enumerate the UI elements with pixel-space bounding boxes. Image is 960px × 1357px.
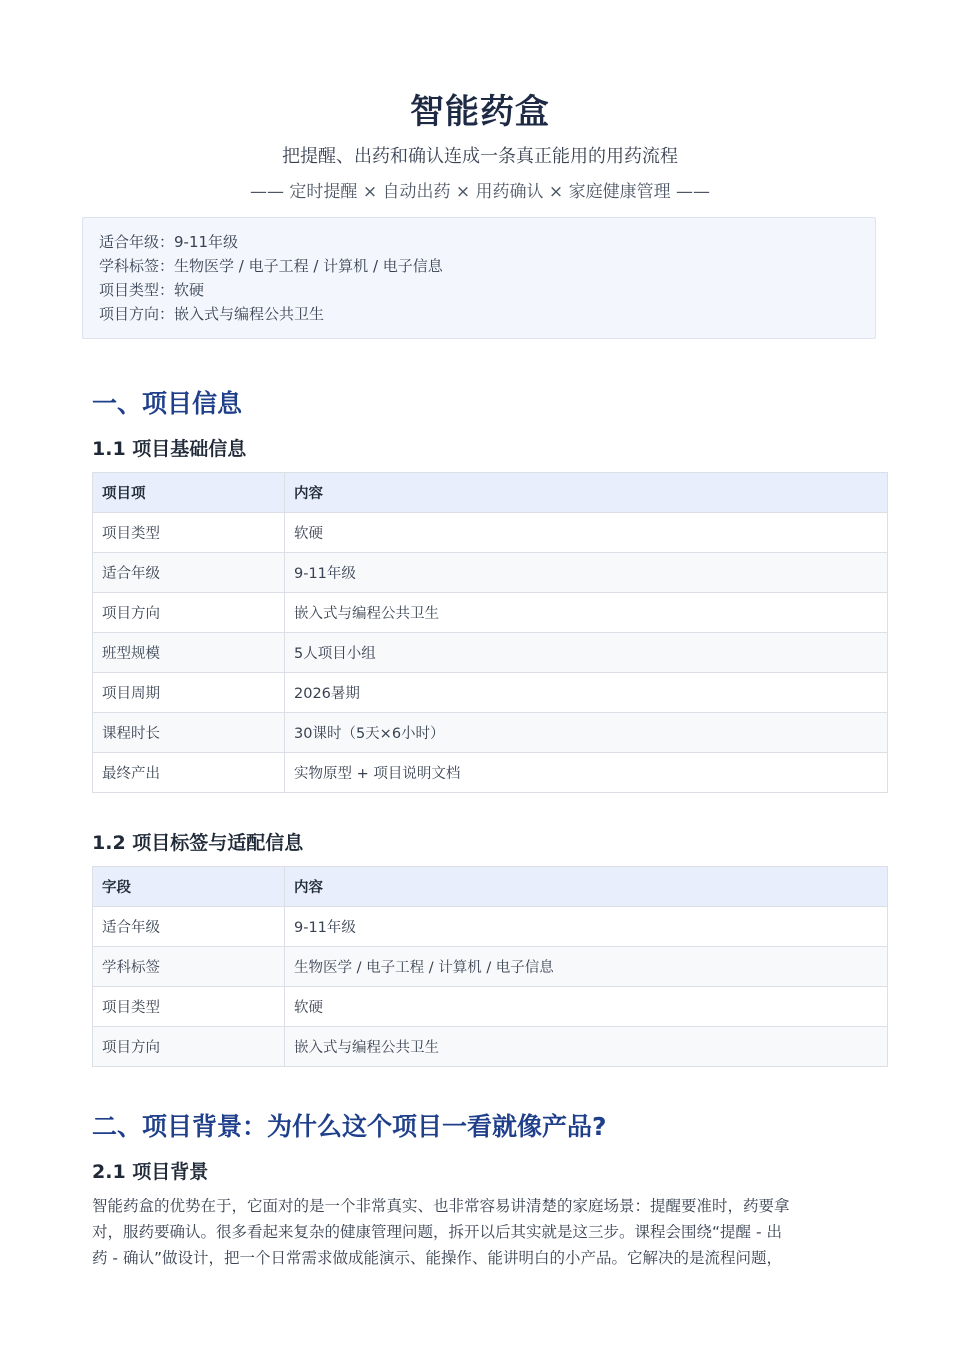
table-row [93, 1027, 888, 1067]
table-cell-value: 软硬 [285, 513, 888, 553]
section-heading-project-info: 一、项目信息 [92, 389, 243, 418]
table-header-cell: 内容 [285, 473, 888, 513]
document-tagline: —— 定时提醒 × 自动出药 × 用药确认 × 家庭健康管理 —— [250, 182, 710, 202]
table-cell-value: 9-11年级 [285, 553, 888, 593]
project-meta-box [82, 217, 876, 339]
document-title: 智能药盒 [410, 92, 550, 132]
table-header-cell: 项目项 [93, 473, 285, 513]
table-row [93, 713, 888, 753]
table-cell-label: 适合年级 [93, 553, 285, 593]
table-row [93, 633, 888, 673]
table-row [93, 753, 888, 793]
paragraph-line: 药 - 确认”做设计，把一个日常需求做成能演示、能操作、能讲明白的小产品。它解决的是流程问题， [92, 1249, 782, 1267]
table-row [93, 987, 888, 1027]
table-cell-label: 项目周期 [93, 673, 285, 713]
table-cell-label: 班型规模 [93, 633, 285, 673]
table-cell-label: 最终产出 [93, 753, 285, 793]
table-header-row [93, 867, 888, 907]
table-cell-value: 30课时（5天×6小时） [285, 713, 888, 753]
table-cell-label: 项目类型 [93, 513, 285, 553]
table-row [93, 513, 888, 553]
basic-info-table [92, 472, 888, 793]
subsection-heading-basic-info: 1.1 项目基础信息 [92, 438, 247, 460]
tags-info-table [92, 866, 888, 1067]
meta-type: 项目类型：软硬 [99, 281, 205, 299]
table-row [93, 553, 888, 593]
table-row [93, 673, 888, 713]
table-cell-value: 5人项目小组 [285, 633, 888, 673]
table-cell-value: 嵌入式与编程公共卫生 [285, 593, 888, 633]
table-header-cell: 内容 [285, 867, 888, 907]
subsection-heading-background: 2.1 项目背景 [92, 1161, 209, 1183]
table-cell-label: 项目类型 [93, 987, 285, 1027]
background-paragraph [92, 1193, 862, 1271]
table-cell-label: 项目方向 [93, 593, 285, 633]
table-header-cell: 字段 [93, 867, 285, 907]
table-cell-label: 项目方向 [93, 1027, 285, 1067]
paragraph-line: 智能药盒的优势在于，它面对的是一个非常真实、也非常容易讲清楚的家庭场景：提醒要准时，药要拿 [92, 1197, 790, 1215]
section-heading-background: 二、项目背景：为什么这个项目一看就像产品? [92, 1112, 607, 1141]
meta-grade: 适合年级：9-11年级 [99, 233, 239, 251]
table-cell-value: 嵌入式与编程公共卫生 [285, 1027, 888, 1067]
table-cell-value: 生物医学 / 电子工程 / 计算机 / 电子信息 [285, 947, 888, 987]
subsection-heading-tags-info: 1.2 项目标签与适配信息 [92, 832, 304, 854]
table-cell-value: 2026暑期 [285, 673, 888, 713]
table-row [93, 907, 888, 947]
table-cell-label: 适合年级 [93, 907, 285, 947]
meta-direction: 项目方向：嵌入式与编程公共卫生 [99, 305, 325, 323]
paragraph-line: 对，服药要确认。很多看起来复杂的健康管理问题，拆开以后其实就是这三步。课程会围绕“提醒 - 出 [92, 1223, 782, 1241]
meta-subjects: 学科标签：生物医学 / 电子工程 / 计算机 / 电子信息 [99, 257, 443, 275]
document-subtitle: 把提醒、出药和确认连成一条真正能用的用药流程 [282, 146, 678, 167]
table-cell-value: 实物原型 + 项目说明文档 [285, 753, 888, 793]
table-cell-value: 软硬 [285, 987, 888, 1027]
table-row [93, 947, 888, 987]
table-header-row [93, 473, 888, 513]
table-cell-value: 9-11年级 [285, 907, 888, 947]
table-cell-label: 课程时长 [93, 713, 285, 753]
table-row [93, 593, 888, 633]
table-cell-label: 学科标签 [93, 947, 285, 987]
